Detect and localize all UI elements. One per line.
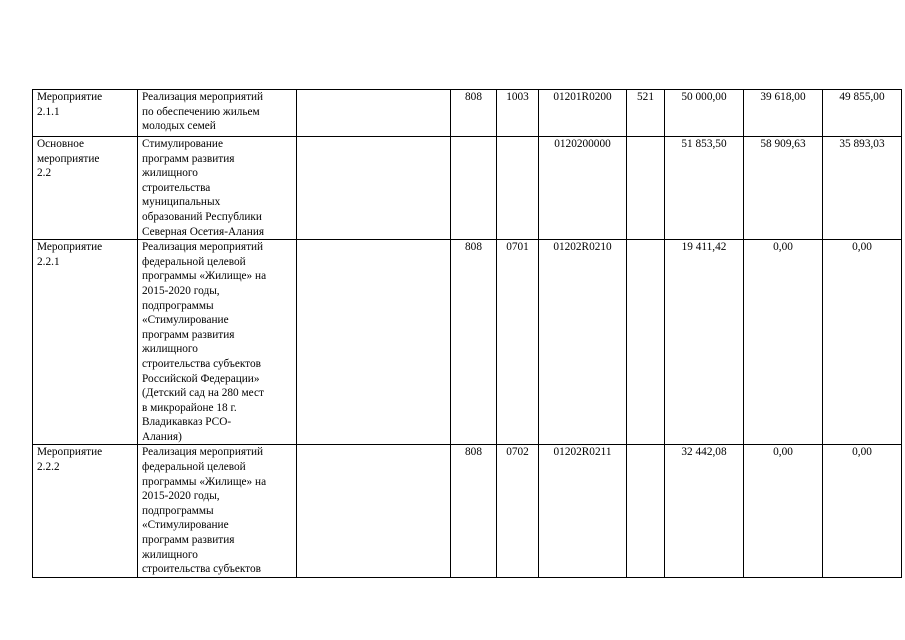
measure-description-line: программ развития <box>142 534 235 547</box>
measure-description-line: подпрограммы <box>142 504 214 517</box>
measure-name-cell <box>33 137 138 240</box>
budget-table <box>32 89 902 578</box>
measure-description-line: программы «Жилище» на <box>142 475 267 488</box>
measure-name-line: Основное <box>37 138 85 150</box>
measure-description-line: федеральной целевой <box>142 255 246 268</box>
rzpr-code-cell: 1003 <box>497 90 539 137</box>
rzpr-code-cell: 0702 <box>497 445 539 577</box>
measure-name-line: мероприятие <box>37 152 100 165</box>
amount-year3-cell: 49 855,00 <box>823 90 902 137</box>
table-body <box>33 90 902 578</box>
measure-description-line: (Детский сад на 280 мест <box>142 387 264 400</box>
measure-description-line: жилищного <box>142 548 198 561</box>
measure-description-line: образований Республики <box>142 210 262 223</box>
grbs-code-cell: 808 <box>451 240 497 445</box>
measure-description-line: Алания) <box>142 430 182 443</box>
measure-description-line: Стимулирование <box>142 138 223 150</box>
grbs-code-cell: 808 <box>451 445 497 577</box>
measure-name-line: 2.2.1 <box>37 255 60 268</box>
amount-year1-cell: 19 411,42 <box>665 240 744 445</box>
amount-year2-cell: 0,00 <box>744 240 823 445</box>
measure-description-line: молодых семей <box>142 120 216 133</box>
measure-description-line: жилищного <box>142 167 198 180</box>
table-row <box>33 445 902 577</box>
amount-year2-cell: 0,00 <box>744 445 823 577</box>
amount-year3-cell: 0,00 <box>823 240 902 445</box>
amount-year2-cell: 58 909,63 <box>744 137 823 240</box>
measure-description-line: Владикавказ РСО- <box>142 416 232 429</box>
measure-description-line: «Стимулирование <box>142 519 229 532</box>
measure-description-line: 2015-2020 годы, <box>142 284 220 297</box>
vr-code-cell <box>627 445 665 577</box>
measure-name-cell <box>33 445 138 577</box>
executor-cell <box>297 445 451 577</box>
measure-description-line: Реализация мероприятий <box>142 446 264 459</box>
measure-description-line: строительства субъектов <box>142 357 261 370</box>
amount-year3-cell: 0,00 <box>823 445 902 577</box>
measure-description-line: по обеспечению жильем <box>142 105 260 118</box>
executor-cell <box>297 137 451 240</box>
measure-name-cell <box>33 90 138 137</box>
executor-cell <box>297 90 451 137</box>
measure-description-line: подпрограммы <box>142 299 214 312</box>
measure-description-line: в микрорайоне 18 г. <box>142 401 237 414</box>
rzpr-code-cell <box>497 137 539 240</box>
vr-code-cell <box>627 137 665 240</box>
csr-code-cell: 0120200000 <box>539 137 627 240</box>
measure-description-line: «Стимулирование <box>142 314 229 327</box>
measure-description-cell <box>138 90 297 137</box>
measure-name-line: 2.1.1 <box>37 105 60 118</box>
measure-name-line: Мероприятие <box>37 241 103 254</box>
amount-year2-cell: 39 618,00 <box>744 90 823 137</box>
measure-name-line: 2.2 <box>37 167 52 180</box>
measure-description-cell <box>138 137 297 240</box>
amount-year1-cell: 32 442,08 <box>665 445 744 577</box>
vr-code-cell: 521 <box>627 90 665 137</box>
table-row <box>33 240 902 445</box>
amount-year1-cell: 50 000,00 <box>665 90 744 137</box>
amount-year3-cell: 35 893,03 <box>823 137 902 240</box>
measure-description-line: федеральной целевой <box>142 461 246 474</box>
measure-description-line: Российской Федерации» <box>142 372 260 385</box>
table-row <box>33 137 902 240</box>
vr-code-cell <box>627 240 665 445</box>
csr-code-cell: 01202R0211 <box>539 445 627 577</box>
measure-description-line: Реализация мероприятий <box>142 91 264 103</box>
measure-description-line: строительства <box>142 181 211 194</box>
measure-description-line: муниципальных <box>142 196 221 209</box>
measure-name-cell <box>33 240 138 445</box>
grbs-code-cell: 808 <box>451 90 497 137</box>
csr-code-cell: 01201R0200 <box>539 90 627 137</box>
measure-description-line: 2015-2020 годы, <box>142 490 220 503</box>
measure-description-line: программы «Жилище» на <box>142 270 267 283</box>
measure-description-cell <box>138 445 297 577</box>
grbs-code-cell <box>451 137 497 240</box>
measure-name-line: Мероприятие <box>37 446 103 459</box>
table-row <box>33 90 902 137</box>
measure-description-line: жилищного <box>142 343 198 356</box>
amount-year1-cell: 51 853,50 <box>665 137 744 240</box>
measure-description-line: программ развития <box>142 328 235 341</box>
measure-description-line: Реализация мероприятий <box>142 241 264 254</box>
measure-description-line: строительства субъектов <box>142 563 261 576</box>
measure-description-line: программ развития <box>142 152 235 165</box>
measure-description-cell <box>138 240 297 445</box>
measure-description-line: Северная Осетия-Алания <box>142 225 265 238</box>
rzpr-code-cell: 0701 <box>497 240 539 445</box>
csr-code-cell: 01202R0210 <box>539 240 627 445</box>
measure-name-line: 2.2.2 <box>37 461 60 474</box>
measure-name-line: Мероприятие <box>37 91 103 103</box>
executor-cell <box>297 240 451 445</box>
